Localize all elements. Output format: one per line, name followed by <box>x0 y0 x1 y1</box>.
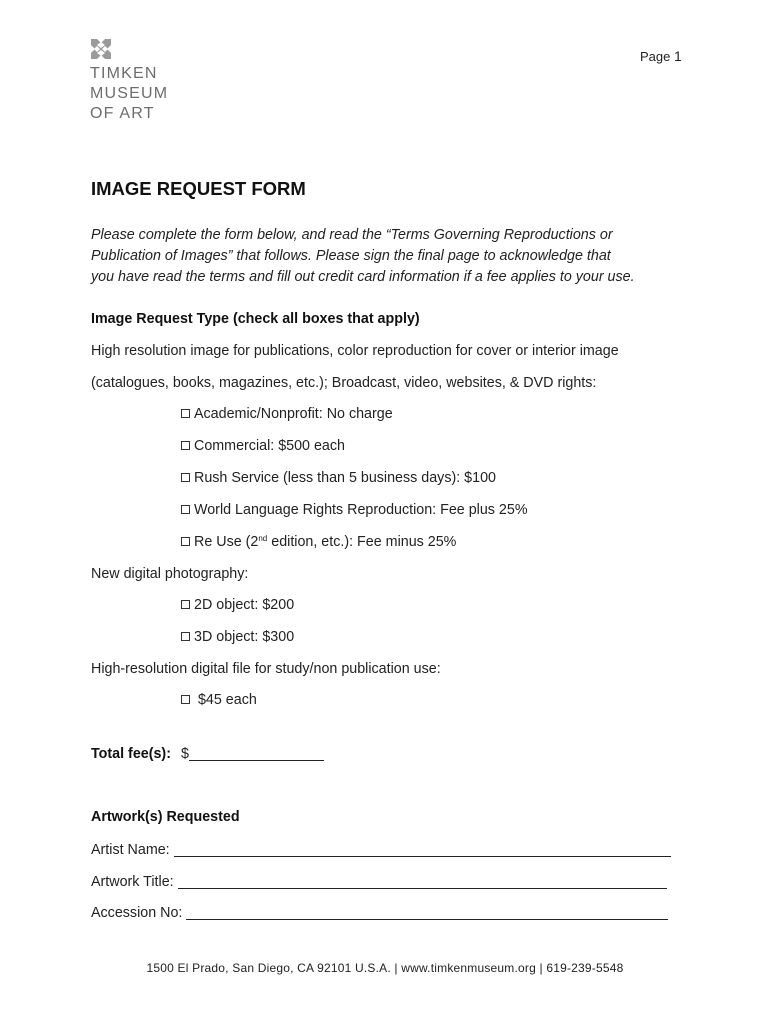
option-world-language[interactable] <box>181 502 528 518</box>
option-label: Rush Service (less than 5 business days): $100 <box>194 470 496 486</box>
checkbox-icon[interactable] <box>181 473 190 482</box>
total-fees-label: Total fee(s): <box>91 746 171 762</box>
total-fees-field[interactable] <box>189 745 324 761</box>
request-type-heading: Image Request Type (check all boxes that apply) <box>91 311 420 327</box>
artist-name-row <box>91 841 671 858</box>
option-re-use[interactable] <box>181 534 456 550</box>
study-label: High-resolution digital file for study/non publication use: <box>91 661 441 677</box>
photo-label: New digital photography: <box>91 566 249 582</box>
checkbox-icon[interactable] <box>181 537 190 546</box>
intro-line-1: Please complete the form below, and read the “Terms Governing Reproductions or <box>91 227 613 243</box>
page-footer: 1500 El Prado, San Diego, CA 92101 U.S.A. | www.timkenmuseum.org | 619-239-5548 <box>146 961 624 975</box>
total-fees-row <box>91 745 324 762</box>
currency-symbol: $ <box>180 746 189 762</box>
form-title: IMAGE REQUEST FORM <box>91 178 306 199</box>
option-3d-object[interactable] <box>181 629 294 645</box>
option-label: $45 each <box>194 692 257 708</box>
page-number-value: 1 <box>674 48 682 64</box>
high-res-line-1: High resolution image for publications, color reproduction for cover or interior image <box>91 343 619 359</box>
option-label: Academic/Nonprofit: No charge <box>194 406 393 422</box>
checkbox-icon[interactable] <box>181 600 190 609</box>
option-label: 2D object: $200 <box>194 597 295 613</box>
logo-wordmark <box>90 64 168 124</box>
accession-no-row <box>91 904 668 921</box>
high-res-line-2: (catalogues, books, magazines, etc.); Broadcast, video, websites, & DVD rights: <box>91 375 597 391</box>
museum-logo <box>90 38 168 124</box>
artwork-title-field[interactable] <box>178 873 667 889</box>
page-label: Page <box>640 49 671 64</box>
option-commercial[interactable] <box>181 438 345 454</box>
checkbox-icon[interactable] <box>181 409 190 418</box>
intro-line-3: you have read the terms and fill out credit card information if a fee applies to your use. <box>91 269 635 285</box>
option-label: World Language Rights Reproduction: Fee plus 25% <box>194 502 528 518</box>
option-label-sup: nd <box>258 534 268 543</box>
page-number <box>640 48 682 64</box>
accession-no-field[interactable] <box>186 904 668 920</box>
option-label: 3D object: $300 <box>194 629 295 645</box>
logo-mark-icon <box>90 38 112 60</box>
artwork-title-label: Artwork Title: <box>91 874 174 890</box>
logo-line-3: OF ART <box>90 105 155 122</box>
intro-line-2: Publication of Images” that follows. Please sign the final page to acknowledge that <box>91 248 611 264</box>
accession-no-label: Accession No: <box>91 905 183 921</box>
option-rush-service[interactable] <box>181 470 496 486</box>
option-study-file[interactable] <box>181 692 257 708</box>
logo-line-2: MUSEUM <box>90 85 169 102</box>
artist-name-label: Artist Name: <box>91 842 170 858</box>
option-label-suffix: edition, etc.): Fee minus 25% <box>267 534 457 550</box>
artist-name-field[interactable] <box>174 841 671 857</box>
option-label: Commercial: $500 each <box>194 438 345 454</box>
checkbox-icon[interactable] <box>181 441 190 450</box>
intro-paragraph <box>91 225 691 288</box>
checkbox-icon[interactable] <box>181 632 190 641</box>
option-2d-object[interactable] <box>181 597 294 613</box>
artwork-heading: Artwork(s) Requested <box>91 809 240 825</box>
option-label-prefix: Re Use (2 <box>194 534 259 550</box>
option-academic[interactable] <box>181 406 393 422</box>
artwork-title-row <box>91 873 667 890</box>
logo-line-1: TIMKEN <box>90 65 158 82</box>
checkbox-icon[interactable] <box>181 505 190 514</box>
checkbox-icon[interactable] <box>181 695 190 704</box>
